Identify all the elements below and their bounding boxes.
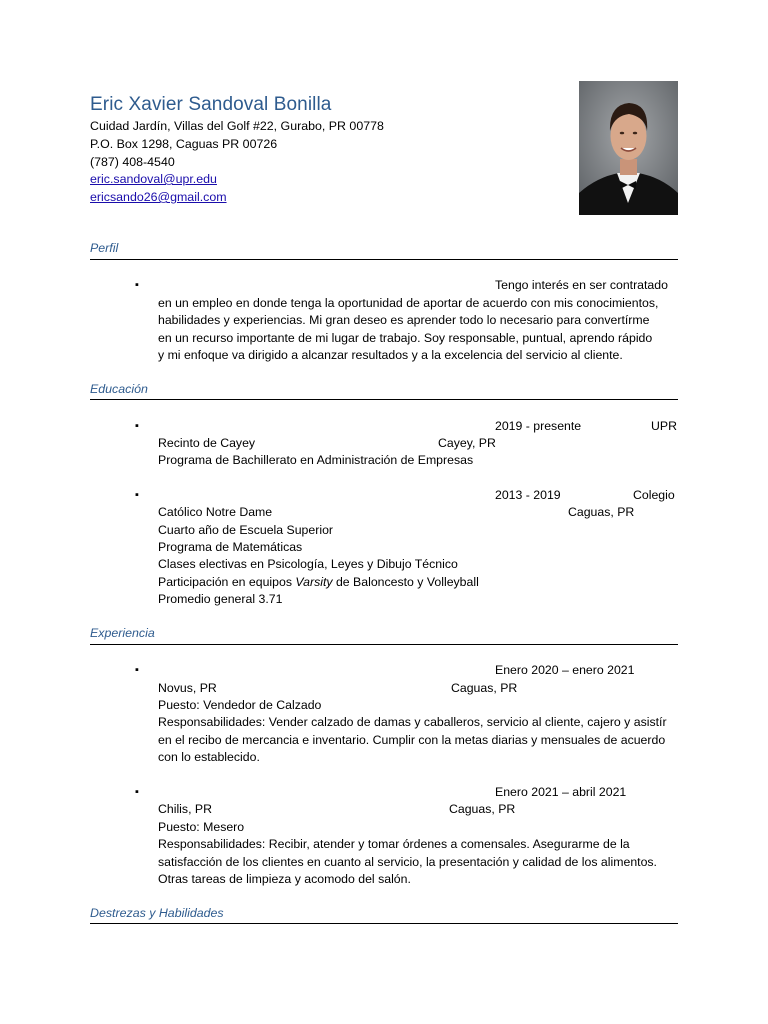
education-detail: Promedio general 3.71: [158, 592, 283, 606]
profile-photo: [579, 81, 678, 215]
job-location: Caguas, PR: [449, 802, 516, 816]
job-org: Chilis, PR: [158, 802, 212, 816]
varsity-post: de Baloncesto y Volleyball: [332, 575, 479, 589]
email-link-2[interactable]: ericsando26@gmail.com: [90, 190, 227, 204]
section-divider: [90, 644, 678, 645]
bullet-marker: ▪: [135, 786, 139, 798]
perfil-line-2: en un empleo en donde tenga la oportunidad de aportar de acuerdo con mis conocimientos,: [158, 296, 659, 310]
education-location: Caguas, PR: [568, 505, 635, 519]
job-dates: Enero 2020 – enero 2021: [495, 663, 635, 677]
section-divider: [90, 259, 678, 260]
education-location: Cayey, PR: [438, 436, 496, 450]
resume-name: Eric Xavier Sandoval Bonilla: [90, 94, 332, 115]
email-link-1[interactable]: eric.sandoval@upr.edu: [90, 172, 217, 186]
job-description-line: Otras tareas de limpieza y acomodo del salón.: [158, 872, 411, 886]
section-title-destrezas: Destrezas y Habilidades: [90, 906, 224, 920]
perfil-line-4: en un recurso importante de mi lugar de trabajo. Soy responsable, puntual, aprendo rápido: [158, 331, 653, 345]
education-dates: 2013 - 2019: [495, 488, 561, 502]
education-org-head: Colegio: [633, 488, 675, 502]
bullet-marker: ▪: [135, 420, 139, 432]
job-description-line: con lo establecido.: [158, 750, 260, 764]
job-position: Puesto: Mesero: [158, 820, 245, 834]
perfil-line-1: Tengo interés en ser contratado: [495, 278, 668, 292]
education-org: Católico Notre Dame: [158, 505, 273, 519]
bullet-marker: ▪: [135, 279, 139, 291]
varsity-emphasis: Varsity: [295, 575, 333, 589]
section-title-perfil: Perfil: [90, 241, 119, 255]
education-org-head: UPR: [651, 419, 677, 433]
perfil-line-3: habilidades y experiencias. Mi gran deseo es aprender todo lo necesario para convertírme: [158, 313, 650, 327]
job-org: Novus, PR: [158, 681, 217, 695]
job-description-line: Responsabilidades: Vender calzado de damas y caballeros, servicio al cliente, cajero y asistír: [158, 715, 667, 729]
job-description-line: satisfacción de los clientes en cuanto al servicio, la presentación y calidad de los alimentos.: [158, 855, 657, 869]
education-detail: Clases electivas en Psicología, Leyes y Dibujo Técnico: [158, 557, 458, 571]
address-line-2: P.O. Box 1298, Caguas PR 00726: [90, 137, 278, 151]
job-dates: Enero 2021 – abril 2021: [495, 785, 627, 799]
section-title-experiencia: Experiencia: [90, 626, 155, 640]
section-divider: [90, 923, 678, 924]
education-detail: Programa de Bachillerato en Administración de Empresas: [158, 453, 474, 467]
bullet-marker: ▪: [135, 664, 139, 676]
education-detail: Cuarto año de Escuela Superior: [158, 523, 333, 537]
education-detail-varsity: [158, 575, 479, 589]
job-description-line: Responsabilidades: Recibir, atender y tomar órdenes a comensales. Asegurarme de la: [158, 837, 630, 851]
portrait-illustration: [579, 81, 678, 215]
bullet-marker: ▪: [135, 489, 139, 501]
address-line-1: Cuidad Jardín, Villas del Golf #22, Gurabo, PR 00778: [90, 119, 384, 133]
education-dates: 2019 - presente: [495, 419, 582, 433]
phone-number: (787) 408-4540: [90, 155, 175, 169]
job-location: Caguas, PR: [451, 681, 518, 695]
section-title-educacion: Educación: [90, 382, 148, 396]
perfil-line-5: y mi enfoque va dirigido a alcanzar resultados y a la excelencia del servicio al cliente.: [158, 348, 623, 362]
education-org: Recinto de Cayey: [158, 436, 256, 450]
job-description-line: en el recibo de mercancia e inventario. Cumplir con la metas diarias y mensuales de acuerdo: [158, 733, 666, 747]
section-divider: [90, 399, 678, 400]
education-detail: Programa de Matemáticas: [158, 540, 303, 554]
varsity-pre: Participación en equipos: [158, 575, 296, 589]
job-position: Puesto: Vendedor de Calzado: [158, 698, 322, 712]
